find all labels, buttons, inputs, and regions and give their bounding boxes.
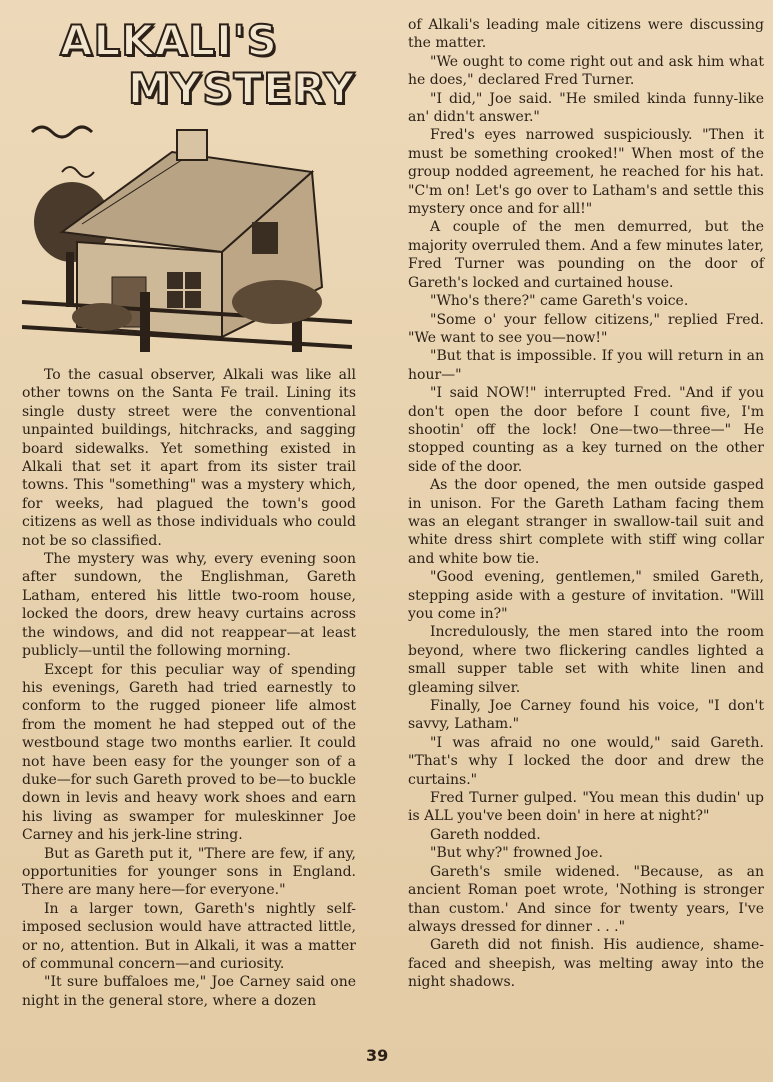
paragraph: Fred Turner gulped. "You mean this dudin' up is ALL you've been doin' in here at night?" (408, 790, 764, 825)
paragraph: Gareth's smile widened. "Because, as an ancient Roman poet wrote, 'Nothing is stronger than custom.' And since for twenty years, I've always dressed for dinner . . ." (408, 863, 764, 935)
paragraph: Except for this peculiar way of spending his evenings, Gareth had tried earnestly to conform to the rugged pioneer life almost from the moment he had stepped out of the westbound stage two months earlier. It could not have been easy for the younger son of a duke—for such Gareth proved to be—to buckle down in levis and heavy work shoes and earn his living as swamper for muleskinner Joe Carney and his jerk-line string. (22, 661, 356, 844)
paragraph: Incredulously, the men stared into the room beyond, where two flickering candles lighted a small supper table set with white linen and gleaming silver. (408, 624, 764, 696)
house-illustration (22, 112, 352, 357)
paragraph: To the casual observer, Alkali was like all other towns on the Santa Fe trail. Lining its single dusty street were the conventional unpainted buildings, hitchracks, and sagging board sidewalks. Yet something existed in Alkali that set it apart from its sister trail towns. This "something" was a mystery which, for weeks, had plagued the town's good citizens as well as those individuals who could not be so classified. (22, 367, 356, 549)
paragraph: Gareth did not finish. His audience, shame-faced and sheepish, was melting away into the night shadows. (408, 937, 764, 991)
story-title-line-2: MYSTERY (128, 64, 356, 113)
paragraph: Fred's eyes narrowed suspiciously. "Then it must be something crooked!" When most of the group nodded agreement, he reached for his hat. "C'm on! Let's go over to Latham's and settle this mystery once and for all!" (408, 127, 764, 218)
paragraph: "I was afraid no one would," said Gareth. "That's why I locked the door and drew the curtains." (408, 734, 764, 788)
paragraph: "Good evening, gentlemen," smiled Gareth, stepping aside with a gesture of invitation. "Will you come in?" (408, 569, 764, 622)
story-title-line-1: ALKALI'S (60, 16, 278, 65)
right-column (408, 16, 764, 992)
paragraph: As the door opened, the men outside gasped in unison. For the Gareth Latham facing them was an elegant stranger in swallow-tail suit and white dress shirt complete with stiff wing collar and white bow tie. (408, 477, 764, 567)
paragraph: "We ought to come right out and ask him what he does," declared Fred Turner. (408, 53, 764, 89)
paragraph: "It sure buffaloes me," Joe Carney said one night in the general store, where a dozen (22, 974, 356, 1009)
paragraph: "I said NOW!" interrupted Fred. "And if you don't open the door before I count five, I'm shootin' off the lock! One—two—three—" He stopped counting as a key turned on the other side of the door. (408, 385, 764, 475)
paragraph: "I did," Joe said. "He smiled kinda funny-like an' didn't answer." (408, 90, 764, 126)
paragraph: A couple of the men demurred, but the majority overruled them. And a few minutes later, Fred Turner was pounding on the door of Gareth's locked and curtained house. (408, 219, 764, 291)
story-title (28, 12, 356, 122)
paragraph: In a larger town, Gareth's nightly self-imposed seclusion would have attracted little, or no, attention. But in Alkali, it was a matter of communal concern—and curiosity. (22, 900, 356, 972)
paragraph: of Alkali's leading male citizens were discussing the matter. (408, 17, 764, 52)
page-number: 39 (366, 1046, 389, 1065)
left-column (22, 366, 356, 1010)
paragraph: "But why?" frowned Joe. (430, 845, 603, 862)
paragraph: "Some o' your fellow citizens," replied Fred. "We want to see you—now!" (408, 311, 764, 346)
paragraph: Gareth nodded. (430, 826, 541, 843)
paragraph: The mystery was why, every evening soon after sundown, the Englishman, Gareth Latham, entered his little two-room house, locked the doors, drew heavy curtains across the windows, and did not reappear—at least publicly—until the following morning. (22, 551, 356, 660)
paragraph: "But that is impossible. If you will return in an hour—" (408, 348, 764, 383)
paragraph: But as Gareth put it, "There are few, if any, opportunities for younger sons in England. There are many here—for everyone." (22, 845, 356, 899)
paragraph: "Who's there?" came Gareth's voice. (430, 293, 689, 310)
paragraph: Finally, Joe Carney found his voice, "I don't savvy, Latham." (408, 698, 764, 733)
